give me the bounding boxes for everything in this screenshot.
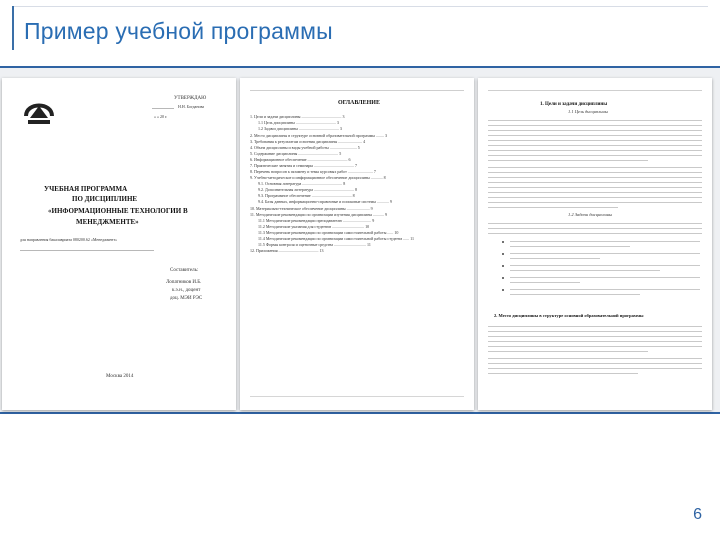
text-line [488, 326, 702, 327]
signature-line [152, 108, 174, 109]
toc-item: 11.1 Методические рекомендации преподавателю ............................ 9 [258, 218, 375, 223]
slide-frame-accent [12, 6, 14, 50]
text-line [488, 197, 702, 198]
text-line [488, 182, 702, 183]
toc-item: 12. Приложения ........................................ 13 [250, 248, 324, 253]
text-line [510, 265, 700, 266]
header-rule [488, 90, 702, 91]
text-line [488, 351, 648, 352]
city-year: Москва 2014 [106, 374, 134, 379]
toc-item: 10. Материально-техническое обеспечение дисциплины ....................... 9 [250, 206, 373, 211]
text-line [510, 246, 630, 247]
text-line [488, 130, 702, 131]
toc-item: 11.2 Методические указания для студентов ................................ 10 [258, 224, 370, 229]
toc-item: 4. Объем дисциплины и виды учебной работы ........................... 5 [250, 145, 360, 150]
text-line [488, 331, 702, 332]
toc-item: 9. Учебно-методическое и информационное обеспечение дисциплины ............ 8 [250, 175, 386, 180]
slide-frame-top [12, 6, 708, 7]
toc-item: 11.5 Формы контроля и оценочные средства ................................ 11 [258, 242, 371, 247]
text-line [510, 282, 580, 283]
text-line [488, 125, 702, 126]
band-top-line [0, 66, 720, 68]
toc-item: 1.1 Цель дисциплины ........................................ 3 [258, 120, 339, 125]
text-line [488, 207, 618, 208]
text-line [488, 140, 702, 141]
footer-rule [250, 396, 464, 397]
toc-item: 1. Цели и задачи дисциплины ........................................ 3 [250, 114, 345, 119]
bullet-marker [502, 253, 504, 255]
text-line [510, 294, 640, 295]
bullet-marker [502, 289, 504, 291]
bullet-marker [502, 265, 504, 267]
toc-item: 3. Требования к результатам освоения дисциплины ........................ 4 [250, 139, 366, 144]
toc-item: 2. Место дисциплины в структуре основной образовательной программы ........ 3 [250, 133, 387, 138]
section-heading-1: 1. Цели и задачи дисциплины [540, 102, 608, 107]
text-line [510, 253, 700, 254]
text-line [488, 150, 702, 151]
author-name: Лопатников И.Б. [166, 280, 202, 285]
text-line [488, 187, 702, 188]
discipline-line-1: «ИНФОРМАЦИОННЫЕ ТЕХНОЛОГИИ В [48, 207, 188, 215]
slide-page-number: 6 [693, 506, 702, 523]
toc-item: 11.4 Методические рекомендации по организации самостоятельной работы студента ...... 11 [258, 236, 415, 241]
bullet-marker [502, 241, 504, 243]
doc-title: УЧЕБНАЯ ПРОГРАММА [44, 185, 128, 193]
subsection-heading-2: 1.2 Задачи дисциплины [568, 212, 612, 217]
toc-item: 9.4. Базы данных, информационно-справочные и поисковые системы ............ 9 [258, 199, 392, 204]
text-line [488, 155, 702, 156]
text-line [488, 346, 702, 347]
approved-label: УТВЕРЖДАЮ [174, 96, 207, 101]
text-line [488, 341, 702, 342]
text-line [488, 172, 702, 173]
discipline-line-2: МЕНЕДЖМЕНТЕ» [76, 218, 139, 226]
text-line [510, 241, 700, 242]
content-page [478, 78, 712, 410]
text-line [510, 270, 660, 271]
text-line [488, 363, 702, 364]
text-line [488, 228, 702, 229]
toc-item: 5. Содержание дисциплины ........................................ 5 [250, 151, 342, 156]
text-line [488, 358, 702, 359]
text-line [488, 373, 638, 374]
text-line [488, 233, 702, 234]
toc-item: 9.2. Дополнительная литература ........................................ 8 [258, 187, 357, 192]
band-bottom-line [0, 412, 720, 414]
author-position: доц. МЭИ РЭС [170, 296, 203, 301]
text-line [488, 202, 702, 203]
doc-subtitle: ПО ДИСЦИПЛИНЕ [72, 195, 138, 203]
dept-head: Н.Н. Богданова [178, 104, 205, 109]
slide-title: Пример учебной программы [24, 18, 333, 44]
text-line [488, 223, 702, 224]
header-rule [250, 90, 464, 91]
bullet-marker [502, 277, 504, 279]
subsection-heading-1: 1.1 Цель дисциплины [568, 109, 608, 114]
toc-item: 8. Перечень вопросов к экзамену и темы курсовых работ ......................... 7 [250, 169, 376, 174]
text-line [510, 289, 700, 290]
author-degree: к.э.н., доцент [172, 288, 201, 293]
toc-item: 9.3. Программное обеспечение ........................................ 8 [258, 193, 355, 198]
toc-item: 11. Методические рекомендации по организации изучения дисциплины ........... 9 [250, 212, 388, 217]
section-heading-2: 2. Место дисциплины в структуре основной образовательной программы [494, 313, 644, 318]
rule [20, 250, 154, 251]
text-line [488, 177, 702, 178]
toc-page [240, 78, 474, 410]
text-line [488, 192, 702, 193]
direction-line: для направления бакалавриата 080200.62 «Менеджмент» [20, 237, 118, 242]
toc-item: 11.3 Методические рекомендации по организации самостоятельной работы ...... 10 [258, 230, 399, 235]
toc-item: 9.1. Основная литература ........................................ 8 [258, 181, 346, 186]
text-line [488, 145, 702, 146]
text-line [488, 336, 702, 337]
text-line [510, 277, 700, 278]
toc-item: 7. Практические занятия и семинары ........................................ 7 [250, 163, 358, 168]
date-line: « » 20 г. [154, 114, 168, 119]
toc-header: ОГЛАВЛЕНИЕ [338, 100, 380, 106]
text-line [488, 135, 702, 136]
toc-item: 1.2 Задачи дисциплины ........................................ 3 [258, 126, 342, 131]
shield-logo-icon [22, 92, 56, 132]
text-line [488, 160, 648, 161]
text-line [488, 167, 702, 168]
title-page [2, 78, 236, 410]
compiled-label: Составитель: [170, 268, 199, 273]
text-line [488, 368, 702, 369]
toc-item: 6. Информационное обеспечение ........................................ 6 [250, 157, 351, 162]
text-line [510, 258, 600, 259]
text-line [488, 120, 702, 121]
